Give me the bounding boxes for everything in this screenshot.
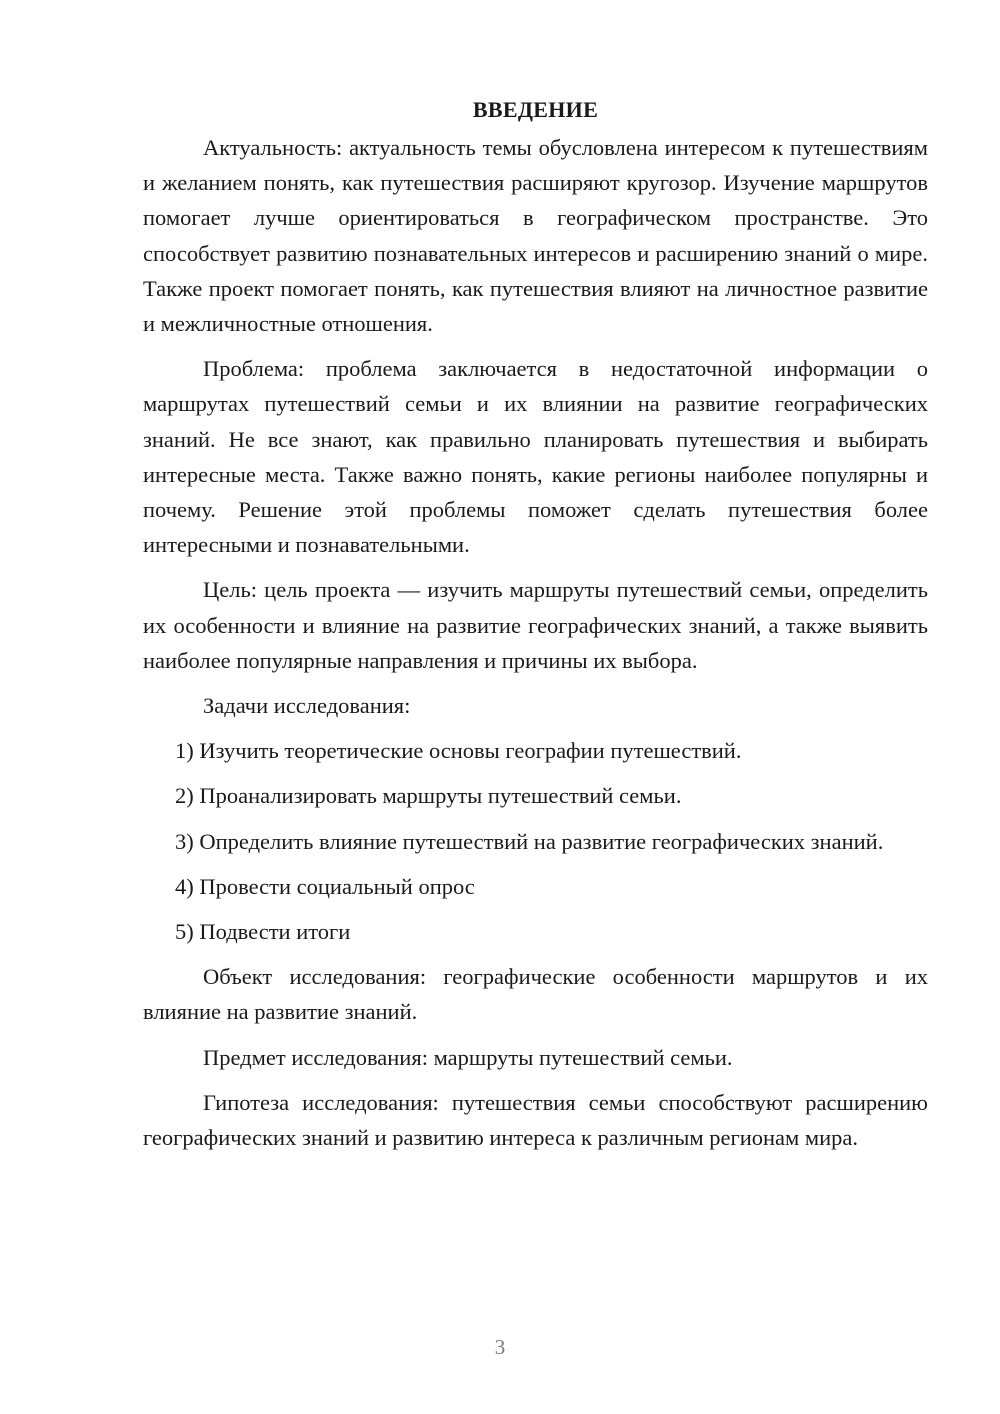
page-number: 3 [494,1335,506,1359]
task-item: 5) Подвести итоги [175,919,351,945]
tasks-heading: Задачи исследования: [203,693,411,719]
subject-paragraph: Предмет исследования: маршруты путешествий семьи. [203,1044,733,1070]
page-content [143,96,928,1155]
hypothesis-paragraph: Гипотеза исследования: путешествия семьи способствуют расширению географических знаний и развитию интереса к различным регионам мира. [143,1089,928,1151]
task-item: 1) Изучить теоретические основы географии путешествий. [175,738,742,764]
task-item: 2) Проанализировать маршруты путешествий семьи. [175,783,682,809]
page-title: ВВЕДЕНИЕ [472,97,599,122]
object-paragraph: Объект исследования: географические особенности маршрутов и их влияние на развитие знаний. [143,964,928,1025]
task-item: 4) Провести социальный опрос [175,873,475,899]
problem-paragraph: Проблема: проблема заключается в недостаточной информации о маршрутах путешествий семьи и их влиянии на развитие географических знаний. Не все знают, как правильно планировать путешествия и выбирать интересные места. Также важно понять, какие регионы наиболее популярны и почему. Решение этой проблемы поможет сделать путешествия более интересными и познавательными. [143,356,928,558]
goal-paragraph: Цель: цель проекта — изучить маршруты путешествий семьи, определить их особенности и влияние на развитие географических знаний, а также выявить наиболее популярные направления и причины их выбора. [143,577,928,673]
task-item: 3) Определить влияние путешествий на развитие географических знаний. [175,828,884,854]
relevance-paragraph: Актуальность: актуальность темы обусловлена интересом к путешествиям и желанием понять, как путешествия расширяют кругозор. Изучение маршрутов помогает лучше ориентироваться в географическом пространстве. Это способствует развитию познавательных интересов и расширению знаний о мире. Также проект помогает понять, как путешествия влияют на личностное развитие и межличностные отношения. [143,135,928,337]
